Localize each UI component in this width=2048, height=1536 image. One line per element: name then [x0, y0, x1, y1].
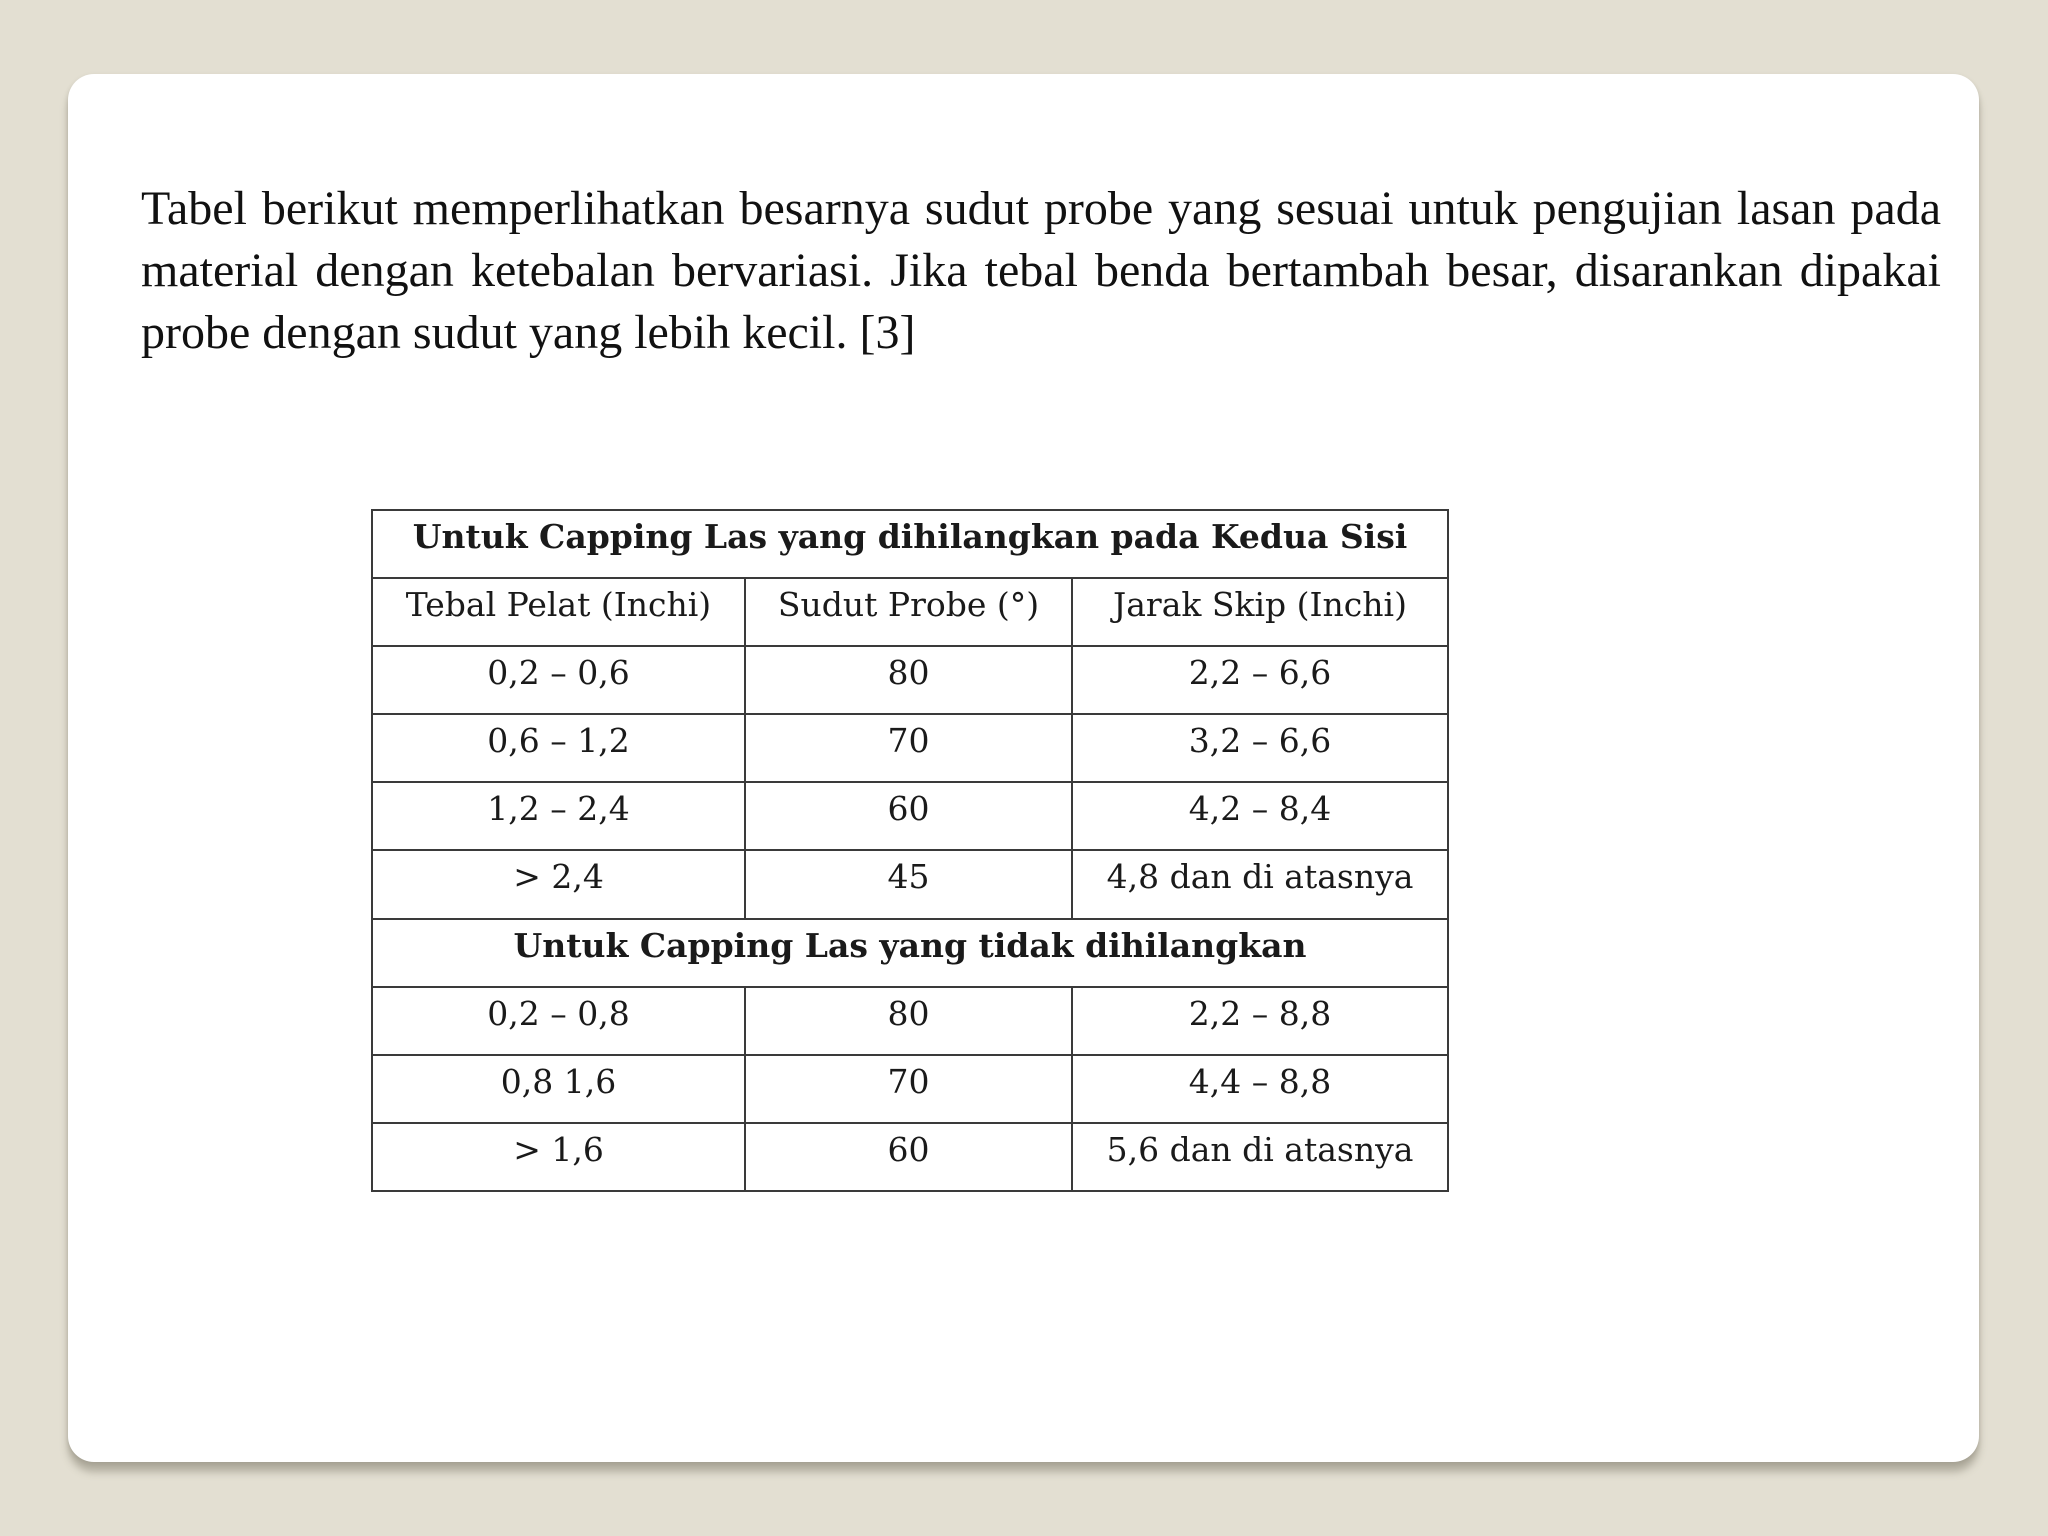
table-cell: > 2,4	[372, 850, 745, 918]
table-cell: 4,4 – 8,8	[1072, 1055, 1448, 1123]
table-cell: > 1,6	[372, 1123, 745, 1191]
header-cell-probe-angle: Sudut Probe (°)	[745, 578, 1072, 646]
table-cell: 0,8 1,6	[372, 1055, 745, 1123]
section-title-row	[372, 510, 1448, 578]
table-cell: 0,2 – 0,8	[372, 987, 745, 1055]
table-cell: 0,2 – 0,6	[372, 646, 745, 714]
table-cell: 4,8 dan di atasnya	[1072, 850, 1448, 918]
table-cell: 0,6 – 1,2	[372, 714, 745, 782]
header-cell-skip-distance: Jarak Skip (Inchi)	[1072, 578, 1448, 646]
table-cell: 1,2 – 2,4	[372, 782, 745, 850]
table-row	[372, 646, 1448, 714]
probe-angle-table	[371, 509, 1447, 1192]
table-cell: 60	[745, 782, 1072, 850]
table-cell: 45	[745, 850, 1072, 918]
table-row	[372, 850, 1448, 918]
table-cell: 70	[745, 1055, 1072, 1123]
table	[371, 509, 1449, 1192]
table-cell: 2,2 – 8,8	[1072, 987, 1448, 1055]
intro-paragraph: Tabel berikut memperlihatkan besarnya sudut probe yang sesuai untuk pengujian lasan pada material dengan ketebalan bervariasi. Jika tebal benda bertambah besar, disarankan dipakai probe dengan sudut yang lebih kecil. [3]	[141, 182, 1941, 359]
table-row	[372, 714, 1448, 782]
section-title-row	[372, 919, 1448, 987]
table-cell: 60	[745, 1123, 1072, 1191]
table-row	[372, 782, 1448, 850]
header-row	[372, 578, 1448, 646]
table-cell: 2,2 – 6,6	[1072, 646, 1448, 714]
table-cell: 80	[745, 646, 1072, 714]
table-row	[372, 987, 1448, 1055]
table-cell: 3,2 – 6,6	[1072, 714, 1448, 782]
section-title-not-removed: Untuk Capping Las yang tidak dihilangkan	[372, 919, 1448, 987]
table-cell: 4,2 – 8,4	[1072, 782, 1448, 850]
header-cell-thickness: Tebal Pelat (Inchi)	[372, 578, 745, 646]
table-row	[372, 1055, 1448, 1123]
table-cell: 80	[745, 987, 1072, 1055]
table-cell: 5,6 dan di atasnya	[1072, 1123, 1448, 1191]
table-row	[372, 1123, 1448, 1191]
table-cell: 70	[745, 714, 1072, 782]
section-title-both-sides: Untuk Capping Las yang dihilangkan pada Kedua Sisi	[372, 510, 1448, 578]
